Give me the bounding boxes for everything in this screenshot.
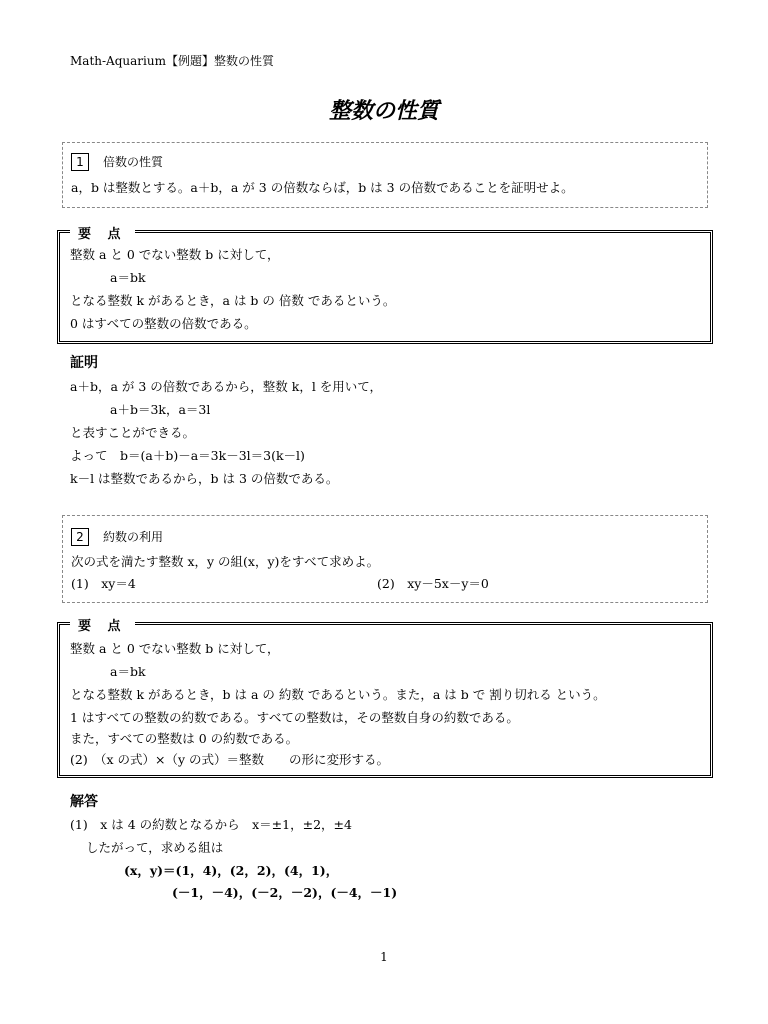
page-number: 1 [380, 950, 388, 964]
proof-line-2: a＋b＝3k，a＝3l [110, 402, 211, 417]
problem-1-heading: 倍数の性質 [103, 155, 164, 169]
page-header: Math-Aquarium【例題】整数の性質 [70, 54, 274, 68]
proof-line-1: a＋b，a が 3 の倍数であるから，整数 k，l を用いて， [70, 379, 383, 394]
keypoint-1-line-4: 0 はすべての整数の倍数である。 [70, 316, 257, 331]
answer-heading: 解答 [70, 794, 98, 810]
page-title: 整数の性質 [328, 99, 439, 124]
answer-line-3: (x，y)＝(1，4)，(2，2)，(4，1)， [124, 863, 339, 878]
problem-1-number: 1 [71, 153, 89, 171]
answer-line-4: (－1，－4)，(－2，－2)，(－4，－1) [172, 885, 398, 900]
keypoint-1-line-1: 整数 a と 0 でない整数 b に対して， [70, 247, 280, 262]
answer-line-1: (1) x は 4 の約数となるから x＝±1，±2，±4 [70, 817, 352, 832]
keypoint-2-line-6: (2) （x の式）×（y の式）＝整数 の形に変形する。 [70, 752, 389, 767]
proof-line-3: と表すことができる。 [70, 425, 196, 440]
keypoint-2-line-4: 1 はすべての整数の約数である。すべての整数は，その整数自身の約数である。 [70, 710, 519, 725]
problem-2-box [62, 515, 708, 603]
keypoint-1-label: 要 点 [70, 223, 135, 242]
problem-2-sub-1: (1) xy＝4 [71, 576, 136, 591]
answer-line-2: したがって，求める組は [86, 840, 224, 855]
keypoint-2-box [57, 619, 713, 778]
keypoint-2-line-5: また，すべての整数は 0 の約数である。 [70, 731, 299, 746]
proof-line-4: よって b＝(a＋b)－a＝3k－3l＝3(k－l) [70, 448, 305, 463]
keypoint-1-box [57, 227, 713, 344]
keypoint-2-line-2: a＝bk [110, 664, 146, 679]
proof-line-5: k－l は整数であるから，b は 3 の倍数である。 [70, 471, 339, 486]
problem-1-statement: a，b は整数とする。a＋b，a が 3 の倍数ならば，b は 3 の倍数であることを証明せよ。 [71, 180, 574, 195]
problem-2-statement: 次の式を満たす整数 x，y の組(x，y)をすべて求めよ。 [71, 554, 380, 569]
problem-2-number: 2 [71, 528, 89, 546]
keypoint-1-line-3: となる整数 k があるとき，a は b の 倍数 であるという。 [70, 293, 396, 308]
problem-2-sub-2: (2) xy－5x－y＝0 [377, 576, 489, 591]
keypoint-2-line-3: となる整数 k があるとき，b は a の 約数 であるという。また，a は b で 割り切れる という。 [70, 687, 606, 702]
problem-2-heading: 約数の利用 [103, 530, 164, 544]
keypoint-1-line-2: a＝bk [110, 270, 146, 285]
keypoint-2-line-1: 整数 a と 0 でない整数 b に対して， [70, 641, 280, 656]
problem-1-box [62, 142, 708, 208]
proof-heading: 証明 [70, 355, 98, 371]
keypoint-2-label: 要 点 [70, 615, 135, 634]
